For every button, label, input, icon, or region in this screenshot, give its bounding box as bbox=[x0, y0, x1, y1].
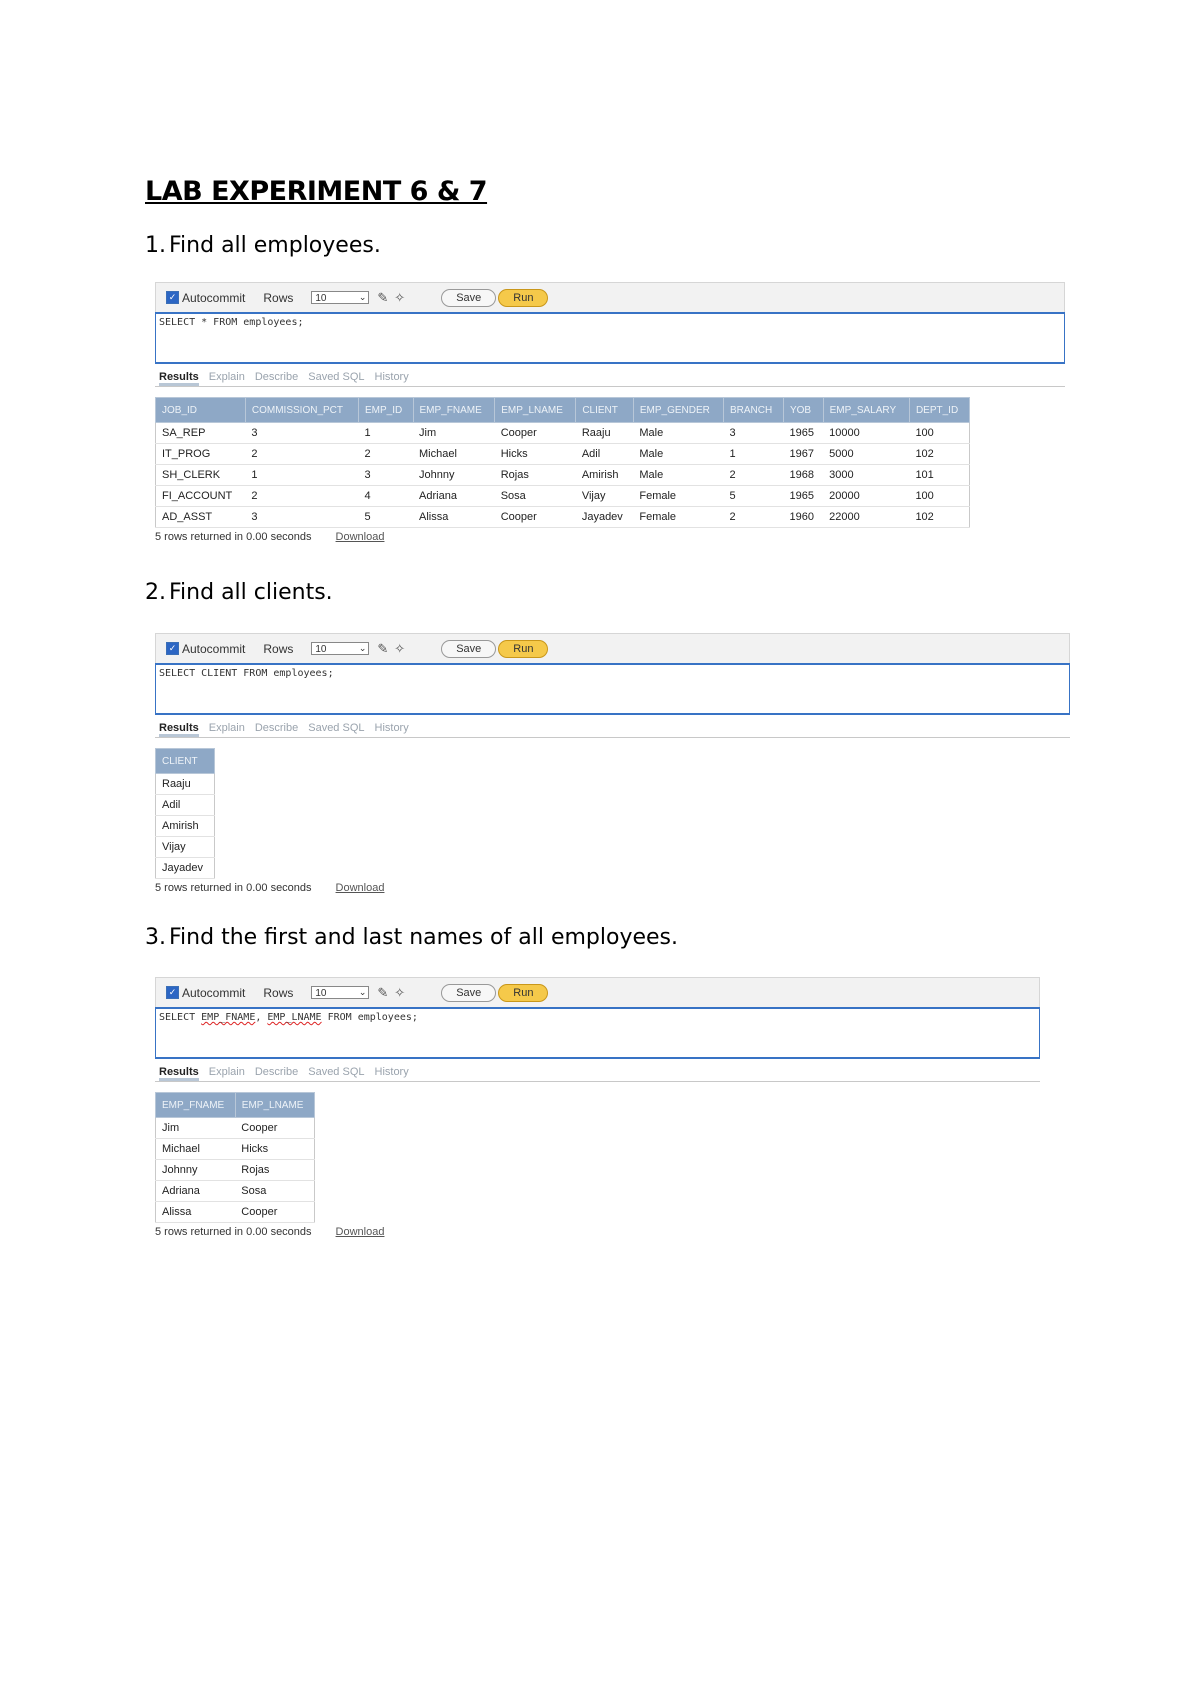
table-cell: 1 bbox=[245, 465, 358, 486]
table-cell: 22000 bbox=[823, 507, 909, 528]
column-header[interactable]: COMMISSION_PCT bbox=[245, 398, 358, 423]
download-link[interactable]: Download bbox=[335, 531, 385, 543]
autocommit-label: Autocommit bbox=[182, 985, 246, 1000]
rows-select[interactable]: 10 ⌄ bbox=[311, 642, 369, 655]
wand-icon[interactable]: ✧ bbox=[394, 984, 406, 1000]
table-cell: 102 bbox=[909, 507, 969, 528]
table-cell: Jim bbox=[156, 1118, 236, 1139]
table-cell: 100 bbox=[909, 423, 969, 444]
table-cell: 4 bbox=[358, 486, 413, 507]
download-link[interactable]: Download bbox=[335, 1226, 385, 1238]
table-cell: SH_CLERK bbox=[156, 465, 246, 486]
question-2: 2. Find all clients. bbox=[145, 580, 333, 605]
tab-describe[interactable]: Describe bbox=[254, 371, 299, 383]
table-cell: Johnny bbox=[413, 465, 495, 486]
column-header[interactable]: EMP_GENDER bbox=[633, 398, 723, 423]
autocommit-label: Autocommit bbox=[182, 641, 246, 656]
table-cell: Cooper bbox=[495, 507, 576, 528]
table-row bbox=[156, 444, 970, 465]
sql-editor[interactable]: SELECT CLIENT FROM employees; bbox=[155, 663, 1070, 715]
table-cell: Adriana bbox=[156, 1181, 236, 1202]
table-cell: IT_PROG bbox=[156, 444, 246, 465]
rows-returned-status: 5 rows returned in 0.00 seconds bbox=[155, 531, 312, 543]
column-header[interactable]: JOB_ID bbox=[156, 398, 246, 423]
chevron-down-icon: ⌄ bbox=[358, 643, 367, 653]
sql-editor[interactable]: SELECT * FROM employees; bbox=[155, 312, 1065, 364]
table-cell: Cooper bbox=[235, 1118, 314, 1139]
table-cell: Amirish bbox=[576, 465, 634, 486]
tab-explain[interactable]: Explain bbox=[208, 371, 245, 383]
sql-error-token: EMP_FNAME bbox=[201, 1012, 256, 1023]
question-3: 3. Find the first and last names of all employees. bbox=[145, 925, 678, 950]
eraser-icon[interactable]: ✎ bbox=[377, 640, 389, 656]
table-cell: 102 bbox=[909, 444, 969, 465]
tab-results[interactable]: Results bbox=[159, 1066, 199, 1081]
column-header[interactable]: EMP_LNAME bbox=[495, 398, 576, 423]
table-cell: 1965 bbox=[783, 486, 823, 507]
result-tabs bbox=[155, 364, 1065, 387]
results-table bbox=[155, 397, 970, 528]
tab-explain[interactable]: Explain bbox=[208, 722, 245, 734]
table-row bbox=[156, 774, 215, 795]
sql-workshop-3 bbox=[155, 977, 1040, 1238]
table-row bbox=[156, 507, 970, 528]
tab-describe[interactable]: Describe bbox=[254, 722, 299, 734]
rows-label: Rows bbox=[263, 641, 294, 656]
table-cell: Jayadev bbox=[156, 858, 215, 879]
toolbar bbox=[155, 633, 1070, 663]
table-row bbox=[156, 1139, 315, 1160]
save-button[interactable]: Save bbox=[441, 289, 496, 307]
table-cell: Raaju bbox=[576, 423, 634, 444]
column-header[interactable]: EMP_FNAME bbox=[413, 398, 495, 423]
autocommit-checkbox[interactable]: ✓ bbox=[166, 291, 179, 304]
run-button[interactable]: Run bbox=[498, 289, 548, 307]
rows-select[interactable]: 10 ⌄ bbox=[311, 986, 369, 999]
wand-icon[interactable]: ✧ bbox=[394, 640, 406, 656]
table-cell: Rojas bbox=[495, 465, 576, 486]
table-row bbox=[156, 795, 215, 816]
run-button[interactable]: Run bbox=[498, 640, 548, 658]
result-footer bbox=[155, 882, 1070, 894]
autocommit-checkbox[interactable]: ✓ bbox=[166, 642, 179, 655]
sql-error-token: EMP_LNAME bbox=[267, 1012, 322, 1023]
table-cell: 2 bbox=[724, 507, 784, 528]
table-cell: Male bbox=[633, 423, 723, 444]
table-cell: 3 bbox=[245, 423, 358, 444]
autocommit-label: Autocommit bbox=[182, 290, 246, 305]
tab-history[interactable]: History bbox=[374, 371, 409, 383]
table-row bbox=[156, 423, 970, 444]
result-footer bbox=[155, 1226, 1040, 1238]
table-cell: Alissa bbox=[413, 507, 495, 528]
result-tabs bbox=[155, 715, 1070, 738]
tab-explain[interactable]: Explain bbox=[208, 1066, 245, 1078]
table-cell: Sosa bbox=[235, 1181, 314, 1202]
table-row bbox=[156, 837, 215, 858]
table-cell: AD_ASST bbox=[156, 507, 246, 528]
table-cell: 1965 bbox=[783, 423, 823, 444]
rows-select[interactable]: 10 ⌄ bbox=[311, 291, 369, 304]
eraser-icon[interactable]: ✎ bbox=[377, 289, 389, 305]
tab-saved-sql[interactable]: Saved SQL bbox=[308, 722, 365, 734]
download-link[interactable]: Download bbox=[335, 882, 385, 894]
table-cell: Sosa bbox=[495, 486, 576, 507]
table-cell: Hicks bbox=[495, 444, 576, 465]
table-cell: Adil bbox=[156, 795, 215, 816]
table-cell: Cooper bbox=[235, 1202, 314, 1223]
table-cell: SA_REP bbox=[156, 423, 246, 444]
result-footer bbox=[155, 531, 1065, 543]
table-row bbox=[156, 1202, 315, 1223]
table-row bbox=[156, 486, 970, 507]
tab-saved-sql[interactable]: Saved SQL bbox=[308, 371, 365, 383]
table-cell: 1967 bbox=[783, 444, 823, 465]
table-header-row bbox=[156, 398, 970, 423]
tab-history[interactable]: History bbox=[374, 722, 409, 734]
table-cell: 3 bbox=[245, 507, 358, 528]
chevron-down-icon: ⌄ bbox=[358, 292, 367, 302]
column-header[interactable]: EMP_ID bbox=[358, 398, 413, 423]
rows-returned-status: 5 rows returned in 0.00 seconds bbox=[155, 882, 312, 894]
table-cell: Adil bbox=[576, 444, 634, 465]
eraser-icon[interactable]: ✎ bbox=[377, 984, 389, 1000]
rows-returned-status: 5 rows returned in 0.00 seconds bbox=[155, 1226, 312, 1238]
document-title: LAB EXPERIMENT 6 & 7 bbox=[145, 176, 488, 207]
table-cell: 100 bbox=[909, 486, 969, 507]
table-cell: 1968 bbox=[783, 465, 823, 486]
table-cell: Cooper bbox=[495, 423, 576, 444]
table-row bbox=[156, 465, 970, 486]
tab-history[interactable]: History bbox=[374, 1066, 409, 1078]
table-cell: Female bbox=[633, 486, 723, 507]
table-cell: Raaju bbox=[156, 774, 215, 795]
tab-results[interactable]: Results bbox=[159, 371, 199, 386]
table-cell: 2 bbox=[245, 444, 358, 465]
table-cell: Vijay bbox=[576, 486, 634, 507]
table-cell: Amirish bbox=[156, 816, 215, 837]
table-cell: Alissa bbox=[156, 1202, 236, 1223]
question-1: 1. Find all employees. bbox=[145, 233, 381, 258]
table-cell: 10000 bbox=[823, 423, 909, 444]
run-button[interactable]: Run bbox=[498, 984, 548, 1002]
table-cell: 3000 bbox=[823, 465, 909, 486]
rows-label: Rows bbox=[263, 290, 294, 305]
sql-editor[interactable]: SELECT EMP_FNAME, EMP_LNAME FROM employees; bbox=[155, 1007, 1040, 1059]
tab-describe[interactable]: Describe bbox=[254, 1066, 299, 1078]
column-header[interactable]: CLIENT bbox=[576, 398, 634, 423]
table-header-row bbox=[156, 1093, 315, 1118]
column-header[interactable]: YOB bbox=[783, 398, 823, 423]
results-table bbox=[155, 1092, 315, 1223]
toolbar bbox=[155, 282, 1065, 312]
sql-workshop-1 bbox=[155, 282, 1065, 543]
table-cell: Vijay bbox=[156, 837, 215, 858]
table-cell: 1960 bbox=[783, 507, 823, 528]
table-cell: Rojas bbox=[235, 1160, 314, 1181]
results-table bbox=[155, 748, 215, 879]
toolbar bbox=[155, 977, 1040, 1007]
sql-workshop-2 bbox=[155, 633, 1070, 894]
table-cell: 101 bbox=[909, 465, 969, 486]
save-button[interactable]: Save bbox=[441, 984, 496, 1002]
tab-results[interactable]: Results bbox=[159, 722, 199, 737]
table-cell: 1 bbox=[724, 444, 784, 465]
save-button[interactable]: Save bbox=[441, 640, 496, 658]
table-cell: 5 bbox=[358, 507, 413, 528]
table-cell: Male bbox=[633, 465, 723, 486]
table-cell: Adriana bbox=[413, 486, 495, 507]
table-cell: 1 bbox=[358, 423, 413, 444]
rows-label: Rows bbox=[263, 985, 294, 1000]
table-cell: 2 bbox=[724, 465, 784, 486]
table-row bbox=[156, 1181, 315, 1202]
column-header[interactable]: EMP_SALARY bbox=[823, 398, 909, 423]
table-row bbox=[156, 1118, 315, 1139]
table-cell: Female bbox=[633, 507, 723, 528]
wand-icon[interactable]: ✧ bbox=[394, 289, 406, 305]
table-cell: Jayadev bbox=[576, 507, 634, 528]
table-cell: 2 bbox=[245, 486, 358, 507]
table-cell: 3 bbox=[358, 465, 413, 486]
table-cell: 5000 bbox=[823, 444, 909, 465]
autocommit-checkbox[interactable]: ✓ bbox=[166, 986, 179, 999]
result-tabs bbox=[155, 1059, 1040, 1082]
table-cell: 5 bbox=[724, 486, 784, 507]
table-row bbox=[156, 816, 215, 837]
table-row bbox=[156, 858, 215, 879]
table-cell: Jim bbox=[413, 423, 495, 444]
table-cell: 20000 bbox=[823, 486, 909, 507]
table-cell: FI_ACCOUNT bbox=[156, 486, 246, 507]
table-cell: 3 bbox=[724, 423, 784, 444]
table-cell: 2 bbox=[358, 444, 413, 465]
table-cell: Michael bbox=[156, 1139, 236, 1160]
table-header-row bbox=[156, 749, 215, 774]
chevron-down-icon: ⌄ bbox=[358, 987, 367, 997]
column-header[interactable]: DEPT_ID bbox=[909, 398, 969, 423]
column-header[interactable]: EMP_FNAME bbox=[156, 1093, 236, 1118]
table-cell: Michael bbox=[413, 444, 495, 465]
tab-saved-sql[interactable]: Saved SQL bbox=[308, 1066, 365, 1078]
table-cell: Male bbox=[633, 444, 723, 465]
column-header[interactable]: CLIENT bbox=[156, 749, 215, 774]
column-header[interactable]: BRANCH bbox=[724, 398, 784, 423]
column-header[interactable]: EMP_LNAME bbox=[235, 1093, 314, 1118]
table-cell: Johnny bbox=[156, 1160, 236, 1181]
table-cell: Hicks bbox=[235, 1139, 314, 1160]
table-row bbox=[156, 1160, 315, 1181]
